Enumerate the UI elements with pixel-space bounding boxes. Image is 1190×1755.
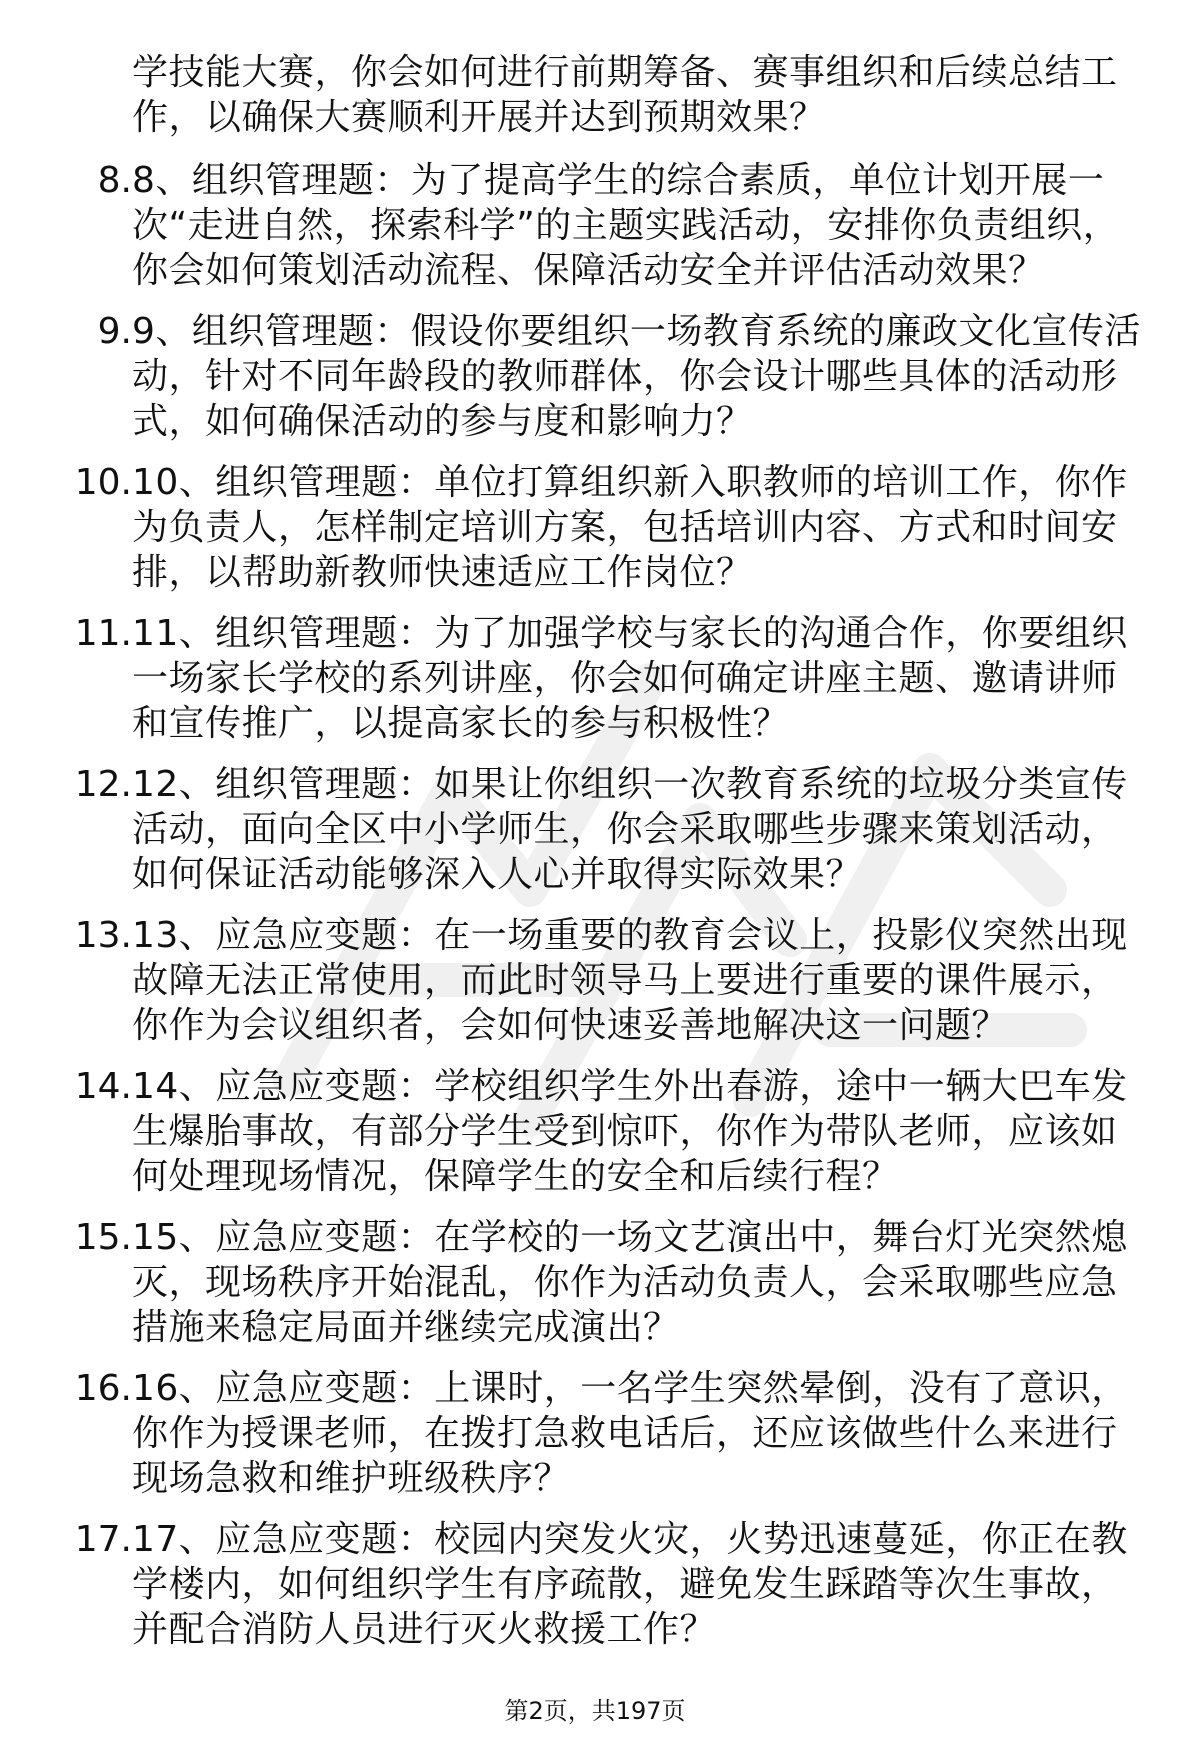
question-number: 8.	[97, 160, 132, 201]
question-text: 13、应急应变题：在一场重要的教育会议上，投影仪突然出现故障无法正常使用，而此时领导马上要进行重要的课件展示，你作为会议组织者，会如何快速妥善地解决这一问题？	[132, 915, 1128, 1046]
question-number: 12.	[74, 764, 132, 805]
question-text: 15、应急应变题：在学校的一场文艺演出中，舞台灯光突然熄灭，现场秩序开始混乱，你作为活动负责人，会采取哪些应急措施来稳定局面并继续完成演出？	[132, 1217, 1128, 1348]
question-item-9	[0, 309, 1190, 445]
question-text: 9、组织管理题：假设你要组织一场教育系统的廉政文化宣传活动，针对不同年龄段的教师群体，你会设计哪些具体的活动形式，如何确保活动的参与度和影响力？	[132, 311, 1141, 442]
question-number: 16.	[74, 1368, 132, 1409]
page-footer: 第2页，共197页	[504, 1697, 686, 1725]
continued-question-text: 学技能大赛，你会如何进行前期筹备、赛事组织和后续总结工作，以确保大赛顺利开展并达到预期效果？	[132, 52, 1118, 138]
question-item-15	[0, 1215, 1190, 1351]
question-number: 15.	[74, 1217, 132, 1258]
question-number: 13.	[74, 915, 132, 956]
question-item-13	[0, 913, 1190, 1049]
question-number: 14.	[74, 1066, 132, 1107]
question-number: 17.	[74, 1519, 132, 1560]
question-number: 11.	[74, 613, 132, 654]
question-item-11	[0, 611, 1190, 747]
question-number: 9.	[97, 311, 132, 352]
question-text: 12、组织管理题：如果让你组织一次教育系统的垃圾分类宣传活动，面向全区中小学师生，你会采取哪些步骤来策划活动，如何保证活动能够深入人心并取得实际效果？	[132, 764, 1128, 895]
question-text: 17、应急应变题：校园内突发火灾，火势迅速蔓延，你正在教学楼内，如何组织学生有序疏散，避免发生踩踏等次生事故，并配合消防人员进行灭火救援工作？	[132, 1519, 1128, 1650]
question-item-17	[0, 1517, 1190, 1653]
question-number: 10.	[74, 462, 132, 503]
question-item-14	[0, 1064, 1190, 1200]
question-item-16	[0, 1366, 1190, 1502]
question-text: 8、组织管理题：为了提高学生的综合素质，单位计划开展一次“走进自然，探索科学”的主题实践活动，安排你负责组织，你会如何策划活动流程、保障活动安全并评估活动效果？	[132, 160, 1120, 291]
question-item-8	[0, 158, 1190, 294]
question-text: 11、组织管理题：为了加强学校与家长的沟通合作，你要组织一场家长学校的系列讲座，你会如何确定讲座主题、邀请讲师和宣传推广，以提高家长的参与积极性？	[132, 613, 1128, 744]
question-item-10	[0, 460, 1190, 596]
question-list	[0, 158, 1190, 1668]
question-text: 14、应急应变题：学校组织学生外出春游，途中一辆大巴车发生爆胎事故，有部分学生受到惊吓，你作为带队老师，应该如何处理现场情况，保障学生的安全和后续行程？	[132, 1066, 1128, 1197]
question-text: 10、组织管理题：单位打算组织新入职教师的培训工作，你作为负责人，怎样制定培训方案，包括培训内容、方式和时间安排，以帮助新教师快速适应工作岗位？	[132, 462, 1128, 593]
question-text: 16、应急应变题：上课时，一名学生突然晕倒，没有了意识，你作为授课老师，在拨打急救电话后，还应该做些什么来进行现场急救和维护班级秩序？	[132, 1368, 1128, 1499]
question-item-12	[0, 762, 1190, 898]
